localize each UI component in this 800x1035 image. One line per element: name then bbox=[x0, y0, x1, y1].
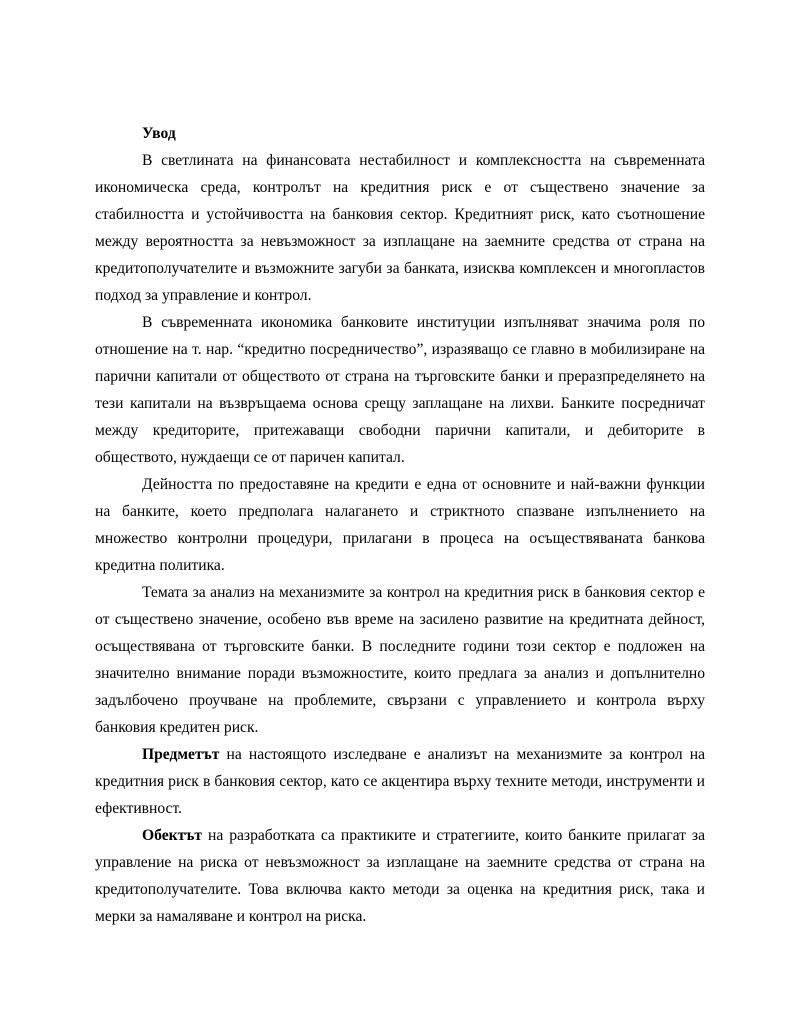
page-content bbox=[95, 120, 705, 930]
paragraph-text: Темата за анализ на механизмите за контрол на кредитния риск в банковия сектор е от съществено значение, особено във време на засилено развитие на кредитната дейност, осъществявана от търговските банки. В последните години този сектор е подложен на значително внимание поради възможностите, които предлага за анализ и допълнително задълбочено проучване на проблемите, свързани с управлението и контрола върху банковия кредитен риск. bbox=[95, 584, 705, 736]
object-term: Обектът bbox=[142, 827, 203, 844]
paragraph-text: на настоящото изследване е анализът на механизмите за контрол на кредитния риск в банковия сектор, като се акцентира върху техните методи, инструменти и ефективност. bbox=[95, 746, 705, 817]
paragraph-text: В съвременната икономика банковите институции изпълняват значима роля по отношение на т. нар. “кредитно посредничество”, изразяващо се главно в мобилизиране на парични капитали от обществото от страна на търговските банки и преразпределянето на тези капитали на възвръщаема основа срещу заплащане на лихви. Банките посредничат между кредиторите, притежаващи свободни парични капитали, и дебиторите в обществото, нуждаещи се от паричен капитал. bbox=[95, 314, 705, 466]
paragraph-topic-relevance bbox=[95, 579, 705, 741]
paragraph-intro bbox=[95, 147, 705, 309]
paragraph-text: В светлината на финансовата нестабилност и комплексността на съвременната икономическа среда, контролът на кредитния риск е от съществено значение за стабилността и устойчивостта на банковия сектор. Кредитният риск, като съотношение между вероятността за невъзможност за изплащане на заемните средства от страна на кредитополучателите и възможните загуби за банката, изисква комплексен и многопластов подход за управление и контрол. bbox=[95, 152, 705, 304]
paragraph-subject bbox=[95, 741, 705, 822]
paragraph-text: Дейността по предоставяне на кредити е една от основните и най-важни функции на банките, което предполага налагането и стриктното спазване изпълнението на множество контролни процедури, прилагани в процеса на осъществяваната банкова кредитна политика. bbox=[95, 476, 705, 574]
paragraph-text: на разработката са практиките и стратегиите, които банките прилагат за управление на риска от невъзможност за изплащане на заемните средства от страна на кредитополучателите. Това включва както методи за оценка на кредитния риск, така и мерки за намаляване и контрол на риска. bbox=[95, 827, 705, 925]
paragraph-lending-activity bbox=[95, 471, 705, 579]
paragraph-object bbox=[95, 822, 705, 930]
subject-term: Предметът bbox=[142, 746, 220, 763]
paragraph-credit-intermediation bbox=[95, 309, 705, 471]
section-heading: Увод bbox=[142, 125, 176, 142]
